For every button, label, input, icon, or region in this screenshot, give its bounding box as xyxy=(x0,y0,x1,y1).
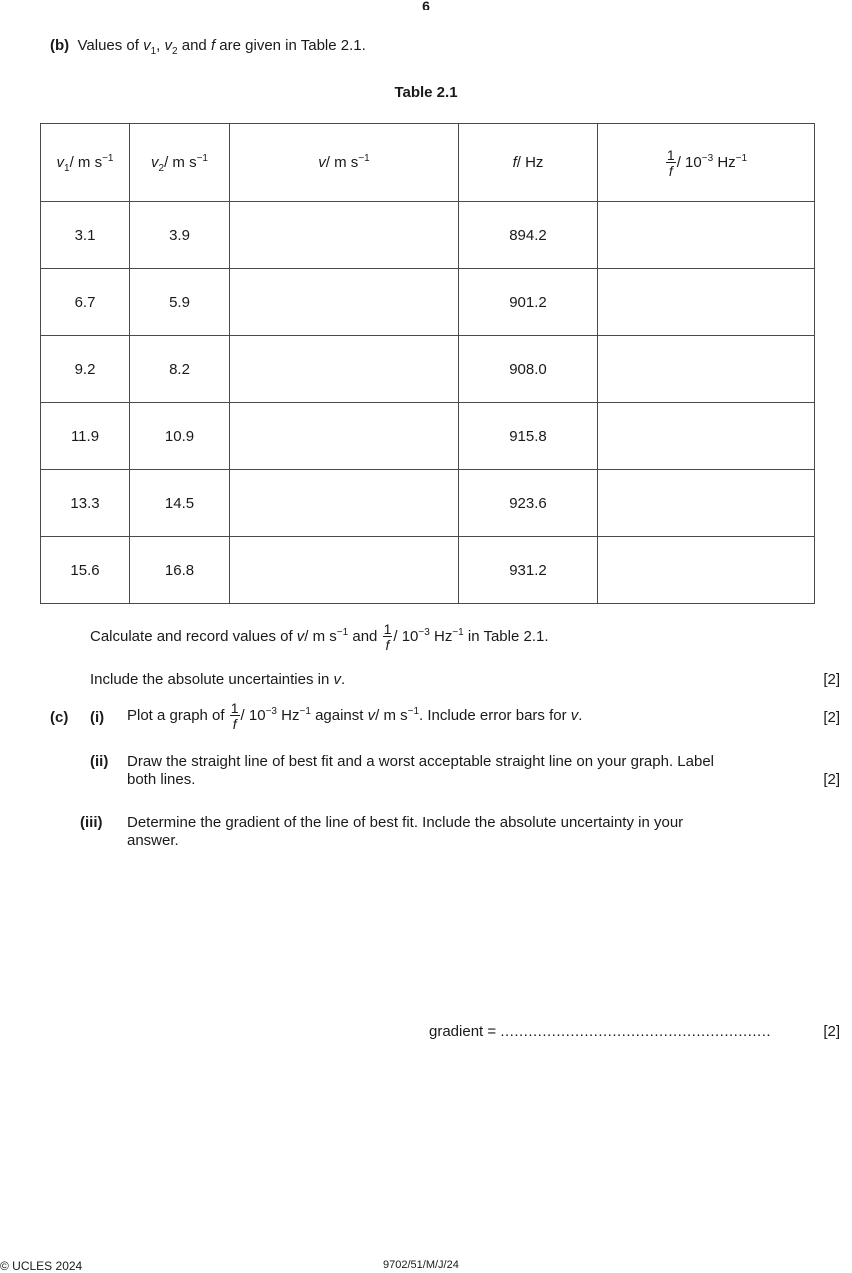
h-inv-frac xyxy=(666,148,676,178)
footer-code: 9702/51/M/J/24 xyxy=(383,1259,459,1271)
calc-prefix: Calculate and record values of xyxy=(90,627,293,645)
h-v1-exp: −1 xyxy=(102,153,114,164)
cell-v2: 16.8 xyxy=(130,537,230,604)
h-inv-num: 1 xyxy=(666,146,675,163)
h-v2-unit: / m s xyxy=(164,154,197,171)
cell-v1: 13.3 xyxy=(41,470,130,537)
h-v1-sub: 1 xyxy=(64,163,70,174)
h-inv-exp2: −1 xyxy=(735,152,748,164)
c-i-inv-unit2: Hz xyxy=(276,706,300,724)
cell-v2: 10.9 xyxy=(130,403,230,470)
c-i-den: f xyxy=(232,716,237,732)
h-v1: v xyxy=(56,154,65,171)
table-row xyxy=(41,269,815,336)
part-c-ii-text xyxy=(127,753,839,789)
cell-inv-f[interactable] xyxy=(598,202,815,269)
footer-copyright: © UCLES 2024 xyxy=(0,1259,83,1273)
calc-instruction xyxy=(90,622,549,652)
cell-v[interactable] xyxy=(230,269,459,336)
cell-v1: 15.6 xyxy=(41,537,130,604)
c-i-mid: against xyxy=(315,706,364,724)
gradient-label: gradient = xyxy=(429,1023,497,1040)
header-v1 xyxy=(41,124,130,202)
calc-v-exp: −1 xyxy=(336,626,349,638)
cell-v2: 14.5 xyxy=(130,470,230,537)
cell-v2: 3.9 xyxy=(130,202,230,269)
cell-inv-f[interactable] xyxy=(598,269,815,336)
mark-c-iii: [2] xyxy=(823,1023,840,1040)
table-caption: Table 2.1 xyxy=(394,84,458,101)
sep: , xyxy=(156,37,161,54)
header-inv-f xyxy=(598,124,815,202)
intro-prefix: Values of xyxy=(77,37,139,54)
header-v xyxy=(230,124,459,202)
calc-suffix: in Table 2.1. xyxy=(467,627,549,645)
calc-inv-den: f xyxy=(385,637,390,653)
calc-inv-unit: / 10 xyxy=(393,627,419,645)
h-inv-exp: −3 xyxy=(701,152,714,164)
cell-inv-f[interactable] xyxy=(598,470,815,537)
v1-symbol: v xyxy=(143,37,151,54)
calc-inv-frac xyxy=(383,622,393,652)
table-row xyxy=(41,403,815,470)
mark-b: [2] xyxy=(823,671,840,688)
table-row xyxy=(41,537,815,604)
cell-f: 901.2 xyxy=(459,269,598,336)
part-b-intro xyxy=(50,37,366,57)
part-c-label: (c) xyxy=(50,709,69,726)
calc-inv-unit2: Hz xyxy=(429,627,453,645)
c-i-inv-exp: −3 xyxy=(265,705,277,717)
v2-sub: 2 xyxy=(172,46,178,57)
c-i-inv-unit: / 10 xyxy=(240,706,266,724)
h-v-exp: −1 xyxy=(358,153,370,164)
c-i-frac xyxy=(230,701,240,731)
c-i-suffix: . Include error bars for xyxy=(419,706,567,724)
mark-c-i: [2] xyxy=(823,709,840,726)
cell-inv-f[interactable] xyxy=(598,336,815,403)
mark-c-ii: [2] xyxy=(823,771,840,788)
include-period: . xyxy=(341,671,346,688)
c-i-v-exp: −1 xyxy=(407,705,420,717)
cell-v[interactable] xyxy=(230,403,459,470)
h-f: f xyxy=(512,154,517,171)
h-inv-den: f xyxy=(668,162,673,179)
gradient-dots: .......................................................... xyxy=(500,1023,772,1040)
cell-f: 923.6 xyxy=(459,470,598,537)
part-c-i-label: (i) xyxy=(90,709,105,726)
cell-v[interactable] xyxy=(230,202,459,269)
cell-f: 894.2 xyxy=(459,202,598,269)
h-inv-unit: / 10 xyxy=(676,153,702,171)
calc-and: and xyxy=(352,627,378,645)
c-i-period: . xyxy=(578,706,583,724)
calc-v: v xyxy=(296,627,305,645)
v1-sub: 1 xyxy=(150,46,157,57)
include-v: v xyxy=(333,671,341,688)
header-f xyxy=(459,124,598,202)
table-row xyxy=(41,470,815,537)
cell-v2: 5.9 xyxy=(130,269,230,336)
c-ii-line2: both lines. xyxy=(127,771,196,788)
cell-f: 915.8 xyxy=(459,403,598,470)
h-v: v xyxy=(318,154,326,171)
part-c-iii-label: (iii) xyxy=(80,814,103,831)
gradient-answer-line[interactable] xyxy=(429,1023,771,1040)
c-iii-line1: Determine the gradient of the line of best fit. Include the absolute uncertainty in your xyxy=(127,814,684,831)
table-row xyxy=(41,202,815,269)
cell-inv-f[interactable] xyxy=(598,403,815,470)
part-c-i-text xyxy=(127,701,582,731)
c-i-v: v xyxy=(367,706,376,724)
cell-v2: 8.2 xyxy=(130,336,230,403)
c-ii-line1: Draw the straight line of best fit and a worst acceptable straight line on your graph. Label xyxy=(127,753,714,770)
c-i-num: 1 xyxy=(230,700,239,716)
table-header-row xyxy=(41,124,815,202)
c-i-prefix: Plot a graph of xyxy=(127,706,225,724)
header-v2 xyxy=(130,124,230,202)
cell-v1: 3.1 xyxy=(41,202,130,269)
cell-f: 908.0 xyxy=(459,336,598,403)
cell-v[interactable] xyxy=(230,336,459,403)
calc-inv-exp: −3 xyxy=(418,626,430,638)
include-text: Include the absolute uncertainties in xyxy=(90,671,330,688)
h-v1-unit: / m s xyxy=(69,154,103,171)
v2-symbol: v xyxy=(164,37,173,54)
h-f-unit: / Hz xyxy=(516,154,544,171)
part-b-label: (b) xyxy=(50,37,70,54)
table-row xyxy=(41,336,815,403)
cell-v[interactable] xyxy=(230,537,459,604)
h-v-unit: / m s xyxy=(325,154,359,171)
page-number: 6 xyxy=(422,0,430,10)
cell-f: 931.2 xyxy=(459,537,598,604)
cell-v1: 6.7 xyxy=(41,269,130,336)
h-inv-unit2: Hz xyxy=(713,153,736,171)
and-word: and xyxy=(181,37,207,54)
f-symbol: f xyxy=(210,37,216,54)
part-c-iii-text xyxy=(127,814,839,850)
h-v2-sub: 2 xyxy=(158,163,165,174)
calc-inv-num: 1 xyxy=(383,621,392,637)
c-i-inv-exp2: −1 xyxy=(299,705,311,717)
h-v2-exp: −1 xyxy=(196,153,208,164)
part-c-ii-label: (ii) xyxy=(90,753,109,770)
cell-inv-f[interactable] xyxy=(598,537,815,604)
include-instruction xyxy=(90,671,345,688)
c-iii-line2: answer. xyxy=(127,832,179,849)
data-table xyxy=(40,123,815,604)
calc-v-unit: / m s xyxy=(304,627,337,645)
h-v2: v xyxy=(151,154,159,171)
cell-v[interactable] xyxy=(230,470,459,537)
c-i-v-unit: / m s xyxy=(375,706,408,724)
cell-v1: 9.2 xyxy=(41,336,130,403)
c-i-v2: v xyxy=(570,706,579,724)
intro-suffix: are given in Table 2.1. xyxy=(219,37,366,54)
calc-inv-exp2: −1 xyxy=(452,626,464,638)
cell-v1: 11.9 xyxy=(41,403,130,470)
